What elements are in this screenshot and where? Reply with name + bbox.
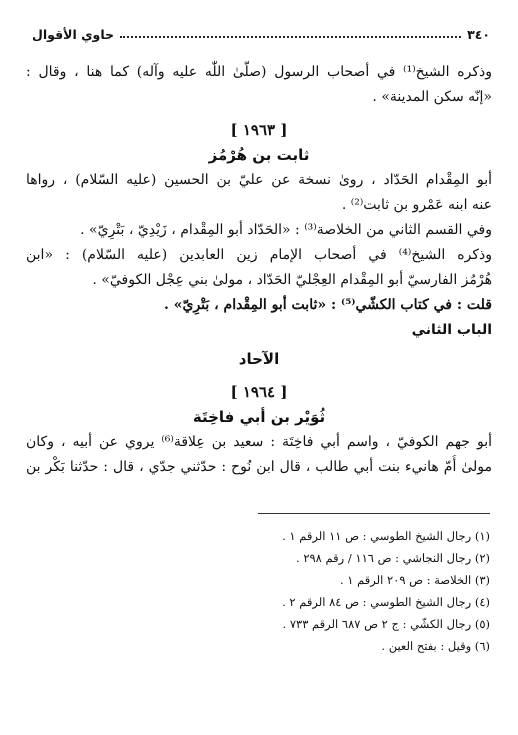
footnote: (٦) وقيل : بفتح العين . <box>381 639 490 653</box>
book-title: حاوي الأقوال <box>32 26 115 42</box>
footnote: (٣) الخلاصة : ص ٢٠٩ الرقم ١ . <box>339 573 490 587</box>
text-line: مولىٰ أُمّ هانيء بنت أبي طالب ، قال ابن نُوح : حدّثني جدّي ، قال : حدّثنا بَكْر بن <box>26 459 492 475</box>
text-line: قلت : في كتاب الكشّي⁽⁵⁾ : «ثابت أبو المِقْدام ، بَتْرِيّ» . <box>163 297 492 313</box>
text-line: «إنّه سكن المدينة» . <box>372 89 492 105</box>
section-title: الآحاد <box>238 350 280 368</box>
footnotes <box>28 525 490 657</box>
chapter-title: الباب الثاني <box>411 322 492 338</box>
page-number: ٣٤٠ <box>467 26 490 42</box>
main-text <box>26 60 492 480</box>
footnote: (٢) رجال النجاشي : ص ١١٦ / رقم ٢٩٨ . <box>296 551 490 565</box>
text-line: وفي القسم الثاني من الخلاصة⁽³⁾ : «الحَدّاد أبو المِقْدام ، زَيْدِيّ ، بَتْرِيّ» . <box>80 222 492 238</box>
entry-name: ثابت بن هُرْمُز <box>208 146 310 164</box>
text-line: أبو المِقْدام الحَدّاد ، روىٰ نسخة عن عليّ بن الحسين (عليه السّلام) ، رواها <box>26 172 492 188</box>
text-line: هُرْمُز الفارسيّ أبو المِقْدام العِجْليّ الحَدّاد ، مولىٰ بني عِجْل الكوفيّ» . <box>92 272 492 288</box>
header-dotted-leader <box>120 36 461 38</box>
running-header <box>32 22 490 46</box>
footnote: (١) رجال الشيخ الطوسي : ص ١١ الرقم ١ . <box>282 529 490 543</box>
footnote-separator <box>258 513 490 514</box>
text-line: أبو جهم الكوفيّ ، واسم أبي فاخِتَة : سعيد بن عِلاقة⁽⁶⁾ يروي عن أبيه ، وكان <box>26 434 492 450</box>
text-line: عنه ابنه عَمْرو بن ثابت⁽²⁾ . <box>341 197 492 213</box>
entry-number: [ ١٩٦٤ ] <box>230 383 288 401</box>
entry-name: ثُوَيْر بن أبي فاخِتَة <box>192 408 326 426</box>
footnote: (٤) رجال الشيخ الطوسي : ص ٨٤ الرقم ٢ . <box>282 595 490 609</box>
text-line: وذكره الشيخ⁽⁴⁾ في أصحاب الإمام زين العابدين (عليه السّلام) : «ابن <box>26 247 492 263</box>
text-line: وذكره الشيخ⁽¹⁾ في أصحاب الرسول (صلّىٰ اللّٰه عليه وآله) كما هنا ، وقال : <box>26 64 492 80</box>
footnote: (٥) رجال الكشّي : ج ٢ ص ٦٨٧ الرقم ٧٣٣ . <box>282 617 490 631</box>
entry-number: [ ١٩٦٣ ] <box>230 121 288 139</box>
